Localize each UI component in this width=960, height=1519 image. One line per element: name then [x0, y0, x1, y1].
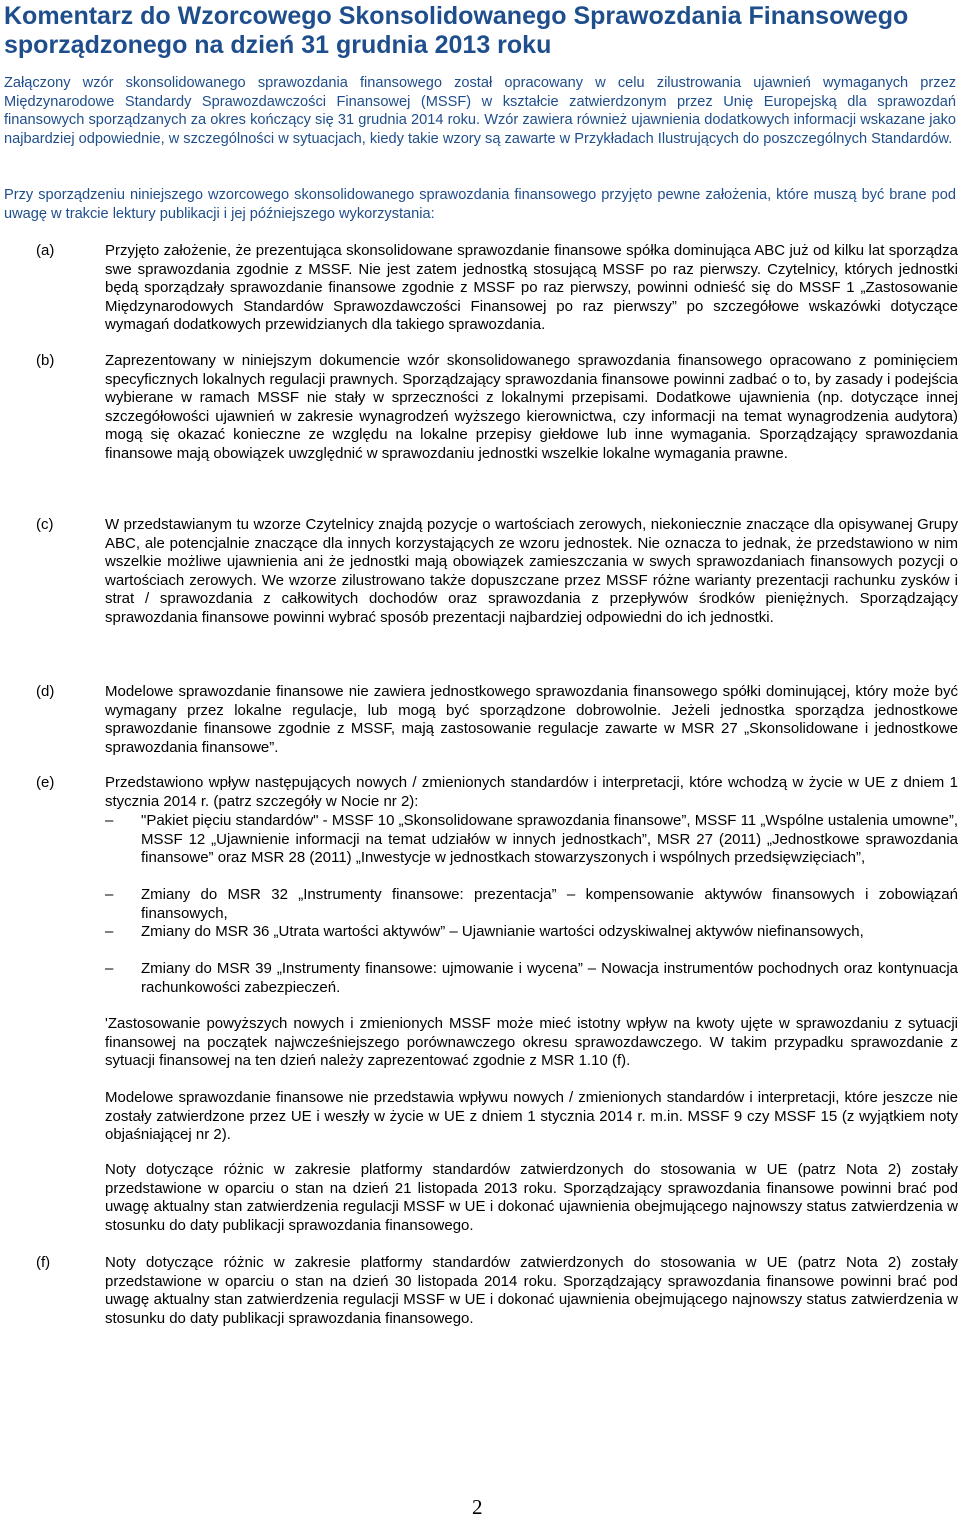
bullet-text-4: Zmiany do MSR 39 „Instrumenty finansowe: ujmowanie i wycena” – Nowacja instrumentów pochodnych oraz kontynuacja rachunkowości zabezpieczeń. [141, 960, 958, 996]
item-e-paragraph-2: Modelowe sprawozdanie finansowe nie przedstawia wpływu nowych / zmienionych standardów i interpretacji, które jeszcze nie zostały zatwierdzone przez UE i weszły w życie w UE z dniem 1 stycznia 2014 r. m.in. MSSF 9 czy MSSF 15 (z wyjątkiem noty objaśniającej nr 2). [105, 1089, 958, 1143]
page-title: Komentarz do Wzorcowego Skonsolidowanego Sprawozdania Finansowego sporządzonego na dzień 31 grudnia 2013 roku [4, 2, 909, 59]
item-text-e: Przedstawiono wpływ następujących nowych / zmienionych standardów i interpretacji, które wchodzą w życie w UE z dniem 1 stycznia 2014 r. (patrz szczegóły w Nocie nr 2): [105, 774, 958, 810]
item-label-e: (e) [36, 774, 55, 791]
item-label-d: (d) [36, 683, 55, 700]
item-label-c: (c) [36, 516, 54, 533]
item-e-paragraph-1: 'Zastosowanie powyższych nowych i zmienionych MSSF może mieć istotny wpływ na kwoty ujęte w sprawozdaniu z sytuacji finansowej na początek najwcześniejszego porównawczego okresu sprawozdawczego. W takim przypadku sprawozdanie z sytuacji finansowej na ten dzień należy zaprezentować zgodnie z MSR 1.10 (f). [105, 1015, 958, 1069]
intro-paragraph-1: Załączony wzór skonsolidowanego sprawozdania finansowego został opracowany w celu zilustrowania ujawnień wymaganych przez Międzynarodowe Standardy Sprawozdawczości Finansowej (MSSF) w kształcie zatwierdzonym przez Unię Europejską dla sprawozdań finansowych sporządzanych za okres kończący się 31 grudnia 2014 roku. Wzór zawiera również ujawnienia dodatkowych informacji wskazane jako najbardziej odpowiednie, w szczególności w sytuacjach, kiedy takie wzory są zawarte w Przykładach Ilustrujących do poszczególnych Standardów. [4, 75, 956, 147]
bullet-text-3: Zmiany do MSR 36 „Utrata wartości aktywów” – Ujawnianie wartości odzyskiwalnej aktywów niefinansowych, [141, 923, 864, 940]
dash-marker: – [105, 812, 114, 829]
item-label-a: (a) [36, 242, 55, 259]
page-number: 2 [472, 1495, 483, 1519]
item-text-c: W przedstawianym tu wzorze Czytelnicy znajdą pozycje o wartościach zerowych, niekoniecznie znaczące dla opisywanej Grupy ABC, ale potencjalnie znaczące dla innych korzystających ze wzoru jednostek. Nie oznacza to jednak, że przedstawiono w nim wszelkie możliwe ujawnienia ani że jednostki mają obowiązek zamieszczania w swych sprawozdaniach finansowych pozycji o wartościach zerowych. We wzorze zilustrowano także dopuszczane przez MSSF różne warianty prezentacji rachunku zysków i strat / sprawozdania z całkowitych dochodów oraz sprawozdania z przepływów środków pieniężnych. Sporządzający sprawozdania finansowe powinni wybrać sposób prezentacji najbardziej odpowiedni do ich jednostki. [105, 516, 958, 626]
intro-paragraph-2: Przy sporządzeniu niniejszego wzorcowego skonsolidowanego sprawozdania finansowego przyjęto pewne założenia, które muszą być brane pod uwagę w trakcie lektury publikacji i jej późniejszego wykorzystania: [4, 187, 956, 222]
item-e-paragraph-3: Noty dotyczące różnic w zakresie platformy standardów zatwierdzonych do stosowania w UE (patrz Nota 2) zostały przedstawione w oparciu o stan na dzień 21 listopada 2013 roku. Sporządzający sprawozdania finansowe powinni brać pod uwagę aktualny stan zatwierdzenia regulacji MSSF w UE i dokonać ujawnienia obejmującego najnowszy status zatwierdzenia w stosunku do daty publikacji sprawozdania finansowego. [105, 1161, 958, 1234]
item-text-a: Przyjęto założenie, że prezentująca skonsolidowane sprawozdanie finansowe spółka dominująca ABC już od kilku lat sporządza swe sprawozdania zgodnie z MSSF. Nie jest zatem jednostką stosującą MSSF po raz pierwszy. Czytelnicy, których jednostki będą sporządzały sprawozdanie finansowe zgodnie z MSSF po raz pierwszy, powinni odnieść się do MSSF 1 „Zastosowanie Międzynarodowych Standardów Sprawozdawczości Finansowej po raz pierwszy” po szczegółowe wskazówki dotyczące wymagań dodatkowych przewidzianych dla takiego sprawozdania. [105, 242, 958, 333]
item-label-b: (b) [36, 352, 55, 369]
item-label-f: (f) [36, 1254, 51, 1271]
bullet-text-2: Zmiany do MSR 32 „Instrumenty finansowe: prezentacja” – kompensowanie aktywów finansowych i zobowiązań finansowych, [141, 886, 958, 922]
dash-marker: – [105, 960, 114, 977]
item-text-d: Modelowe sprawozdanie finansowe nie zawiera jednostkowego sprawozdania finansowego spółki dominującej, który może być wymagany przez lokalne regulacje, lub mogą być sporządzone dobrowolnie. Jeżeli jednostka sporządza jednostkowe sprawozdanie finansowe zgodnie z MSSF, mają zastosowanie regulacje zawarte w MSR 27 „Skonsolidowane i jednostkowe sprawozdania finansowe”. [105, 683, 958, 756]
item-text-f: Noty dotyczące różnic w zakresie platformy standardów zatwierdzonych do stosowania w UE (patrz Nota 2) zostały przedstawione w oparciu o stan na dzień 30 listopada 2014 roku. Sporządzający sprawozdania finansowe powinni brać pod uwagę aktualny stan zatwierdzenia regulacji MSSF w UE i dokonać ujawnienia obejmującego najnowszy status zatwierdzenia w stosunku do daty publikacji sprawozdania finansowego. [105, 1254, 958, 1327]
item-text-b: Zaprezentowany w niniejszym dokumencie wzór skonsolidowanego sprawozdania finansowego opracowano z pominięciem specyficznych lokalnych regulacji prawnych. Sporządzający sprawozdania finansowe powinni zadbać o to, by zasady i podejścia wybierane w ramach MSSF nie stały w sprzeczności z lokalnymi przepisami. Dodatkowe ujawnienia (np. dotyczące innej szczegółowości ujawnień w zakresie wynagrodzeń wyższego kierownictwa, czy informacji na temat wynagrodzenia audytora) mogą się okazać konieczne ze względu na lokalne przepisy giełdowe lub inne wymagania. Sporządzający sprawozdania finansowe mają obowiązek uwzględnić w sprawozdaniu jednostki wszelkie lokalne wymagania prawne. [105, 352, 958, 462]
bullet-text-1: "Pakiet pięciu standardów" - MSSF 10 „Skonsolidowane sprawozdania finansowe”, MSSF 11 „Wspólne ustalenia umowne”, MSSF 12 „Ujawnienie informacji na temat udziałów w innych jednostkach”, MSR 27 (2011) „Jednostkowe sprawozdania finansowe” oraz MSR 28 (2011) „Inwestycje w jednostkach stowarzyszonych i wspólnych przedsięwzięciach”, [141, 812, 958, 866]
dash-marker: – [105, 886, 114, 903]
dash-marker: – [105, 923, 114, 940]
